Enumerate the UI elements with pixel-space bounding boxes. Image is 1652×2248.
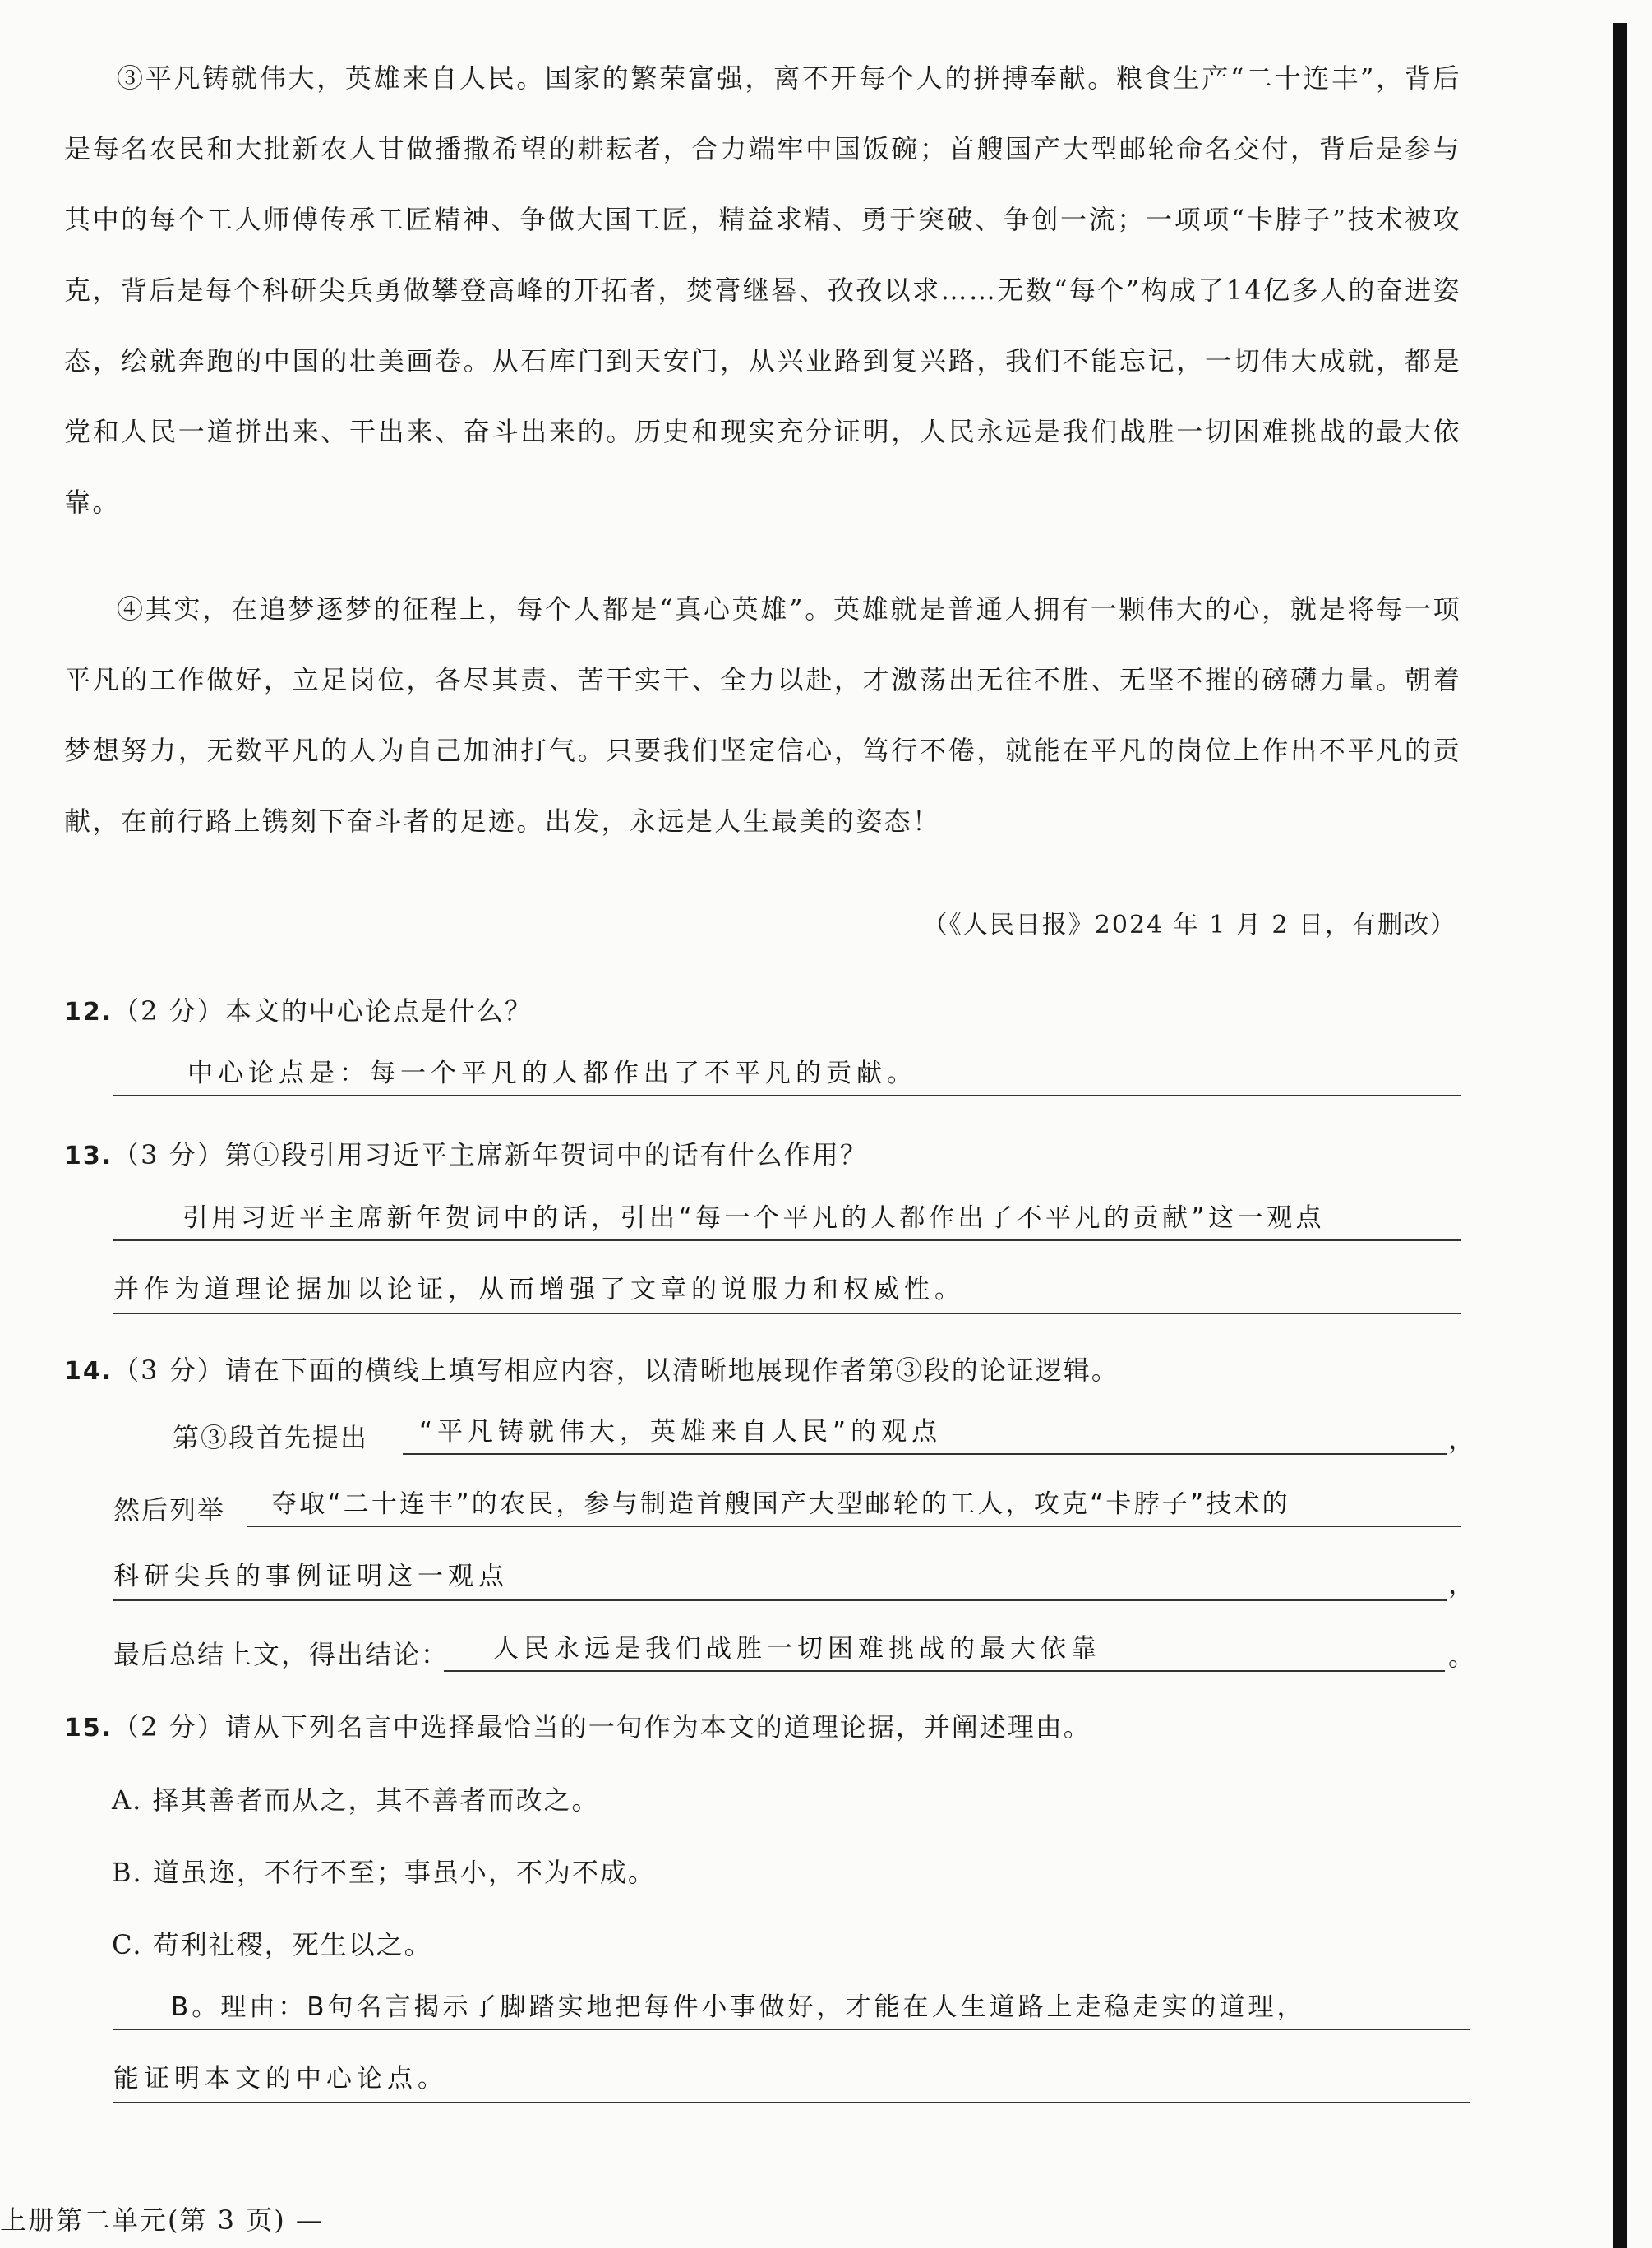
punctuation: ， [1448,1568,1475,1599]
logic-label-then: 然后列举 [113,1494,226,1526]
blank-examples-line-1: 夺取“二十连丰”的农民，参与制造首艘国产大型邮轮的工人，攻克“卡脖子”技术的 [247,1484,1461,1527]
answer-15-line-2: 能证明本文的中心论点。 [113,2059,1470,2103]
option-b: B. 道虽迩，不行不至；事虽小，不为不成。 [112,1857,656,1888]
question-14 [64,1350,1119,1387]
question-number: 14. [64,1357,113,1386]
question-text: （2 分）请从下列名言中选择最恰当的一句作为本文的道理论据，并阐述理由。 [113,1711,1091,1743]
option-c: C. 苟利社稷，死生以之。 [112,1929,432,1960]
answer-15-line-1: B。理由：B句名言揭示了脚踏实地把每件小事做好，才能在人生道路上走稳走实的道理， [113,1987,1470,2030]
logic-label-conclusion: 最后总结上文，得出结论： [113,1639,450,1670]
paragraph-3: ③平凡铸就伟大，英雄来自人民。国家的繁荣富强，离不开每个人的拼搏奉献。粮食生产“二十连丰”，背后是每名农民和大批新农人甘做播撒希望的耕耘者，合力端牢中国饭碗；首艘国产大型邮轮命名交付，背后是参与其中的每个工人师傅传承工匠精神、争做大国工匠，精益求精、勇于突破、争创一流；一项项“卡脖子”技术被攻克，背后是每个科研尖兵勇做攀登高峰的开拓者，焚膏继晷、孜孜以求……无数“每个”构成了14亿多人的奋进姿态，绘就奔跑的中国的壮美画卷。从石库门到天安门，从兴业路到复兴路，我们不能忘记，一切伟大成就，都是党和人民一道拼出来、干出来、奋斗出来的。历史和现实充分证明，人民永远是我们战胜一切困难挑战的最大依靠。 [64,62,1461,518]
logic-label-first: 第③段首先提出 [173,1422,369,1453]
blank-examples-line-2: 科研尖兵的事例证明这一观点 [113,1557,1447,1601]
question-number: 12. [64,998,113,1027]
question-text: （3 分）第①段引用习近平主席新年贺词中的话有什么作用？ [113,1139,868,1170]
question-text: （3 分）请在下面的横线上填写相应内容，以清晰地展现作者第③段的论证逻辑。 [113,1355,1119,1386]
answer-13-line-2: 并作为道理论据加以论证，从而增强了文章的说服力和权威性。 [113,1270,1461,1314]
option-a: A. 择其善者而从之，其不善者而改之。 [112,1784,600,1816]
answer-13-line-1: 引用习近平主席新年贺词中的话，引出“每一个平凡的人都作出了不平凡的贡献”这一观点 [113,1198,1461,1241]
punctuation: 。 [1448,1641,1475,1672]
question-number: 15. [64,1714,113,1743]
question-12 [64,990,533,1028]
answer-12: 中心论点是：每一个平凡的人都作出了不平凡的贡献。 [113,1054,1461,1096]
scan-edge-shadow [1613,23,1627,2248]
blank-claim: “平凡铸就伟大，英雄来自人民”的观点 [403,1412,1447,1455]
punctuation: ， [1448,1424,1475,1455]
blank-conclusion: 人民永远是我们战胜一切困难挑战的最大依靠 [444,1629,1445,1672]
question-number: 13. [64,1142,113,1170]
question-15 [64,1706,1091,1744]
page-footer: 上册第二单元(第 3 页) — [0,2204,324,2236]
source-citation: （《人民日报》2024 年 1 月 2 日，有删改） [922,911,1456,939]
question-13 [64,1134,868,1172]
paragraph-4: ④其实，在追梦逐梦的征程上，每个人都是“真心英雄”。英雄就是普通人拥有一颗伟大的心，就是将每一项平凡的工作做好，立足岗位，各尽其责、苦干实干、全力以赴，才激荡出无往不胜、无坚不摧的磅礴力量。朝着梦想努力，无数平凡的人为自己加油打气。只要我们坚定信心，笃行不倦，就能在平凡的岗位上作出不平凡的贡献，在前行路上镌刻下奋斗者的足迹。出发，永远是人生最美的姿态！ [64,593,1461,837]
question-text: （2 分）本文的中心论点是什么？ [113,995,533,1027]
